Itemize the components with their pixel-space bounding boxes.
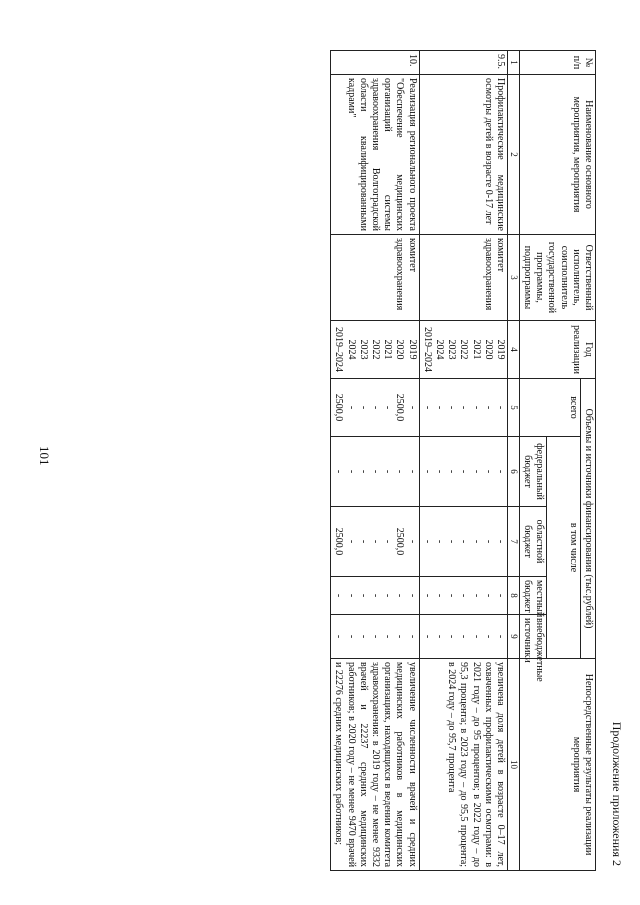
total-value: - — [458, 405, 470, 410]
total-value: - — [357, 405, 369, 410]
appendix-caption: Продолжение приложения 2 — [610, 721, 624, 866]
total-value: - — [470, 405, 482, 410]
local-value: - — [421, 593, 433, 598]
regional-value: - — [433, 539, 445, 544]
local-value: - — [482, 593, 494, 598]
regional-value: - — [406, 539, 418, 544]
years-value: 2021 — [470, 339, 482, 360]
offbudget-value: - — [433, 634, 445, 639]
offbudget-value: - — [333, 634, 345, 639]
total-value: - — [494, 405, 506, 410]
direct-result: увеличение численности врачей и средних медицинских работников в медицинских организациях, находящихся в ведении комитета здравоохранения: в 2019 году – не менее 9332 врачей и 22237 средних медицинских работников; в 2020 году – не менее 9470 врачей и 22276 средних медицинских работников; — [331, 659, 419, 871]
cell-offbudget — [419, 615, 507, 659]
federal-value: - — [470, 469, 482, 474]
regional-value: - — [370, 539, 382, 544]
row-number: 9.5. — [419, 51, 507, 75]
header-funding: Объемы и источники финансирования (тыс.рублей) — [580, 379, 595, 659]
regional-value: - — [470, 539, 482, 544]
offbudget-value: - — [446, 634, 458, 639]
years-value: 2021 — [382, 339, 394, 360]
federal-value: - — [382, 469, 394, 474]
header-result: Непосредственные результаты реализации мероприятия — [519, 659, 595, 871]
regional-value: - — [421, 539, 433, 544]
offbudget-value: - — [494, 634, 506, 639]
federal-value: - — [406, 469, 418, 474]
offbudget-value: - — [382, 634, 394, 639]
federal-value: - — [494, 469, 506, 474]
offbudget-value: - — [458, 634, 470, 639]
regional-value: - — [357, 539, 369, 544]
regional-value: - — [382, 539, 394, 544]
local-value: - — [333, 593, 345, 598]
local-value: - — [406, 593, 418, 598]
local-value: - — [382, 593, 394, 598]
column-number: 3 — [507, 235, 519, 321]
table-row — [419, 51, 507, 871]
total-value: 2500,0 — [394, 393, 406, 422]
years-value: 2022 — [458, 339, 470, 360]
offbudget-value: - — [470, 634, 482, 639]
measure-name: Реализация регионального проекта "Обеспечение медицинских организаций системы здравоохранения Волгоградской области квалифицированными кадрами" — [331, 75, 419, 235]
years-value: 2020 — [394, 339, 406, 360]
header-regional: областной бюджет — [519, 507, 546, 577]
program-measures-table — [330, 50, 596, 871]
years-value: 2019 — [406, 339, 418, 360]
years-value: 2020 — [482, 339, 494, 360]
federal-value: - — [370, 469, 382, 474]
total-value: - — [421, 405, 433, 410]
cell-federal — [419, 437, 507, 507]
header-year: Год реализации — [519, 321, 595, 379]
offbudget-value: - — [357, 634, 369, 639]
measure-name: Профилактические медицинские осмотры детей в возрасте 0-17 лет — [419, 75, 507, 235]
offbudget-value: - — [406, 634, 418, 639]
cell-years — [331, 321, 419, 379]
total-value: - — [345, 405, 357, 410]
cell-federal — [331, 437, 419, 507]
cell-local — [331, 577, 419, 615]
cell-offbudget — [331, 615, 419, 659]
federal-value: - — [458, 469, 470, 474]
header-total: всего — [519, 379, 580, 437]
offbudget-value: - — [482, 634, 494, 639]
column-number: 6 — [507, 437, 519, 507]
cell-regional — [419, 507, 507, 577]
cell-local — [419, 577, 507, 615]
table-row — [331, 51, 419, 871]
offbudget-value: - — [421, 634, 433, 639]
regional-value: - — [494, 539, 506, 544]
header-responsible: Ответственный исполнитель, соисполнитель государственной программы, подпрограммы — [519, 235, 595, 321]
federal-value: - — [421, 469, 433, 474]
local-value: - — [470, 593, 482, 598]
offbudget-value: - — [345, 634, 357, 639]
local-value: - — [494, 593, 506, 598]
regional-value: - — [482, 539, 494, 544]
federal-value: - — [333, 469, 345, 474]
header-local: местный бюджет — [519, 577, 546, 615]
total-value: - — [482, 405, 494, 410]
regional-value: 2500,0 — [333, 527, 345, 556]
column-number: 8 — [507, 577, 519, 615]
federal-value: - — [433, 469, 445, 474]
header-federal: федеральный бюджет — [519, 437, 546, 507]
local-value: - — [458, 593, 470, 598]
header-including: в том числе — [547, 437, 581, 659]
total-value: - — [382, 405, 394, 410]
local-value: - — [394, 593, 406, 598]
header-num: № п/п — [519, 51, 595, 75]
years-value: 2023 — [357, 339, 369, 360]
responsible-executor: комитет здравоохранения — [331, 235, 419, 321]
local-value: - — [357, 593, 369, 598]
years-value: 2023 — [446, 339, 458, 360]
federal-value: - — [345, 469, 357, 474]
years-value: 2019 — [494, 339, 506, 360]
column-number: 9 — [507, 615, 519, 659]
years-value: 2019–2024 — [333, 327, 345, 372]
local-value: - — [433, 593, 445, 598]
column-number: 2 — [507, 75, 519, 235]
column-number: 4 — [507, 321, 519, 379]
years-value: 2024 — [345, 339, 357, 360]
rotated-page-content — [187, 50, 632, 870]
column-number: 1 — [507, 51, 519, 75]
federal-value: - — [446, 469, 458, 474]
row-number: 10. — [331, 51, 419, 75]
offbudget-value: - — [370, 634, 382, 639]
cell-total — [419, 379, 507, 437]
cell-total — [331, 379, 419, 437]
header-name: Наименование основного мероприятия, мероприятия — [519, 75, 595, 235]
page-number: 101 — [37, 446, 52, 466]
local-value: - — [345, 593, 357, 598]
regional-value: 2500,0 — [394, 527, 406, 556]
responsible-executor: комитет здравоохранения — [419, 235, 507, 321]
column-number: 10 — [507, 659, 519, 871]
direct-result: увеличена доля детей в возрасте 0–17 лет, охваченных профилактическими осмотрами: в 2021 году – до 95 процентов; в 2022 году – до 95,3 процента; в 2023 году – до 95,5 процента; в 2024 году – до 95,7 процента — [419, 659, 507, 871]
column-number: 7 — [507, 507, 519, 577]
regional-value: - — [345, 539, 357, 544]
header-offbudget: внебюджетные источники — [519, 615, 546, 659]
cell-years — [419, 321, 507, 379]
offbudget-value: - — [394, 634, 406, 639]
local-value: - — [446, 593, 458, 598]
total-value: - — [406, 405, 418, 410]
federal-value: - — [394, 469, 406, 474]
total-value: - — [433, 405, 445, 410]
years-value: 2024 — [433, 339, 445, 360]
total-value: - — [370, 405, 382, 410]
years-value: 2019–2024 — [421, 327, 433, 372]
column-number: 5 — [507, 379, 519, 437]
federal-value: - — [482, 469, 494, 474]
total-value: - — [446, 405, 458, 410]
regional-value: - — [458, 539, 470, 544]
local-value: - — [370, 593, 382, 598]
years-value: 2022 — [370, 339, 382, 360]
total-value: 2500,0 — [333, 393, 345, 422]
federal-value: - — [357, 469, 369, 474]
regional-value: - — [446, 539, 458, 544]
cell-regional — [331, 507, 419, 577]
